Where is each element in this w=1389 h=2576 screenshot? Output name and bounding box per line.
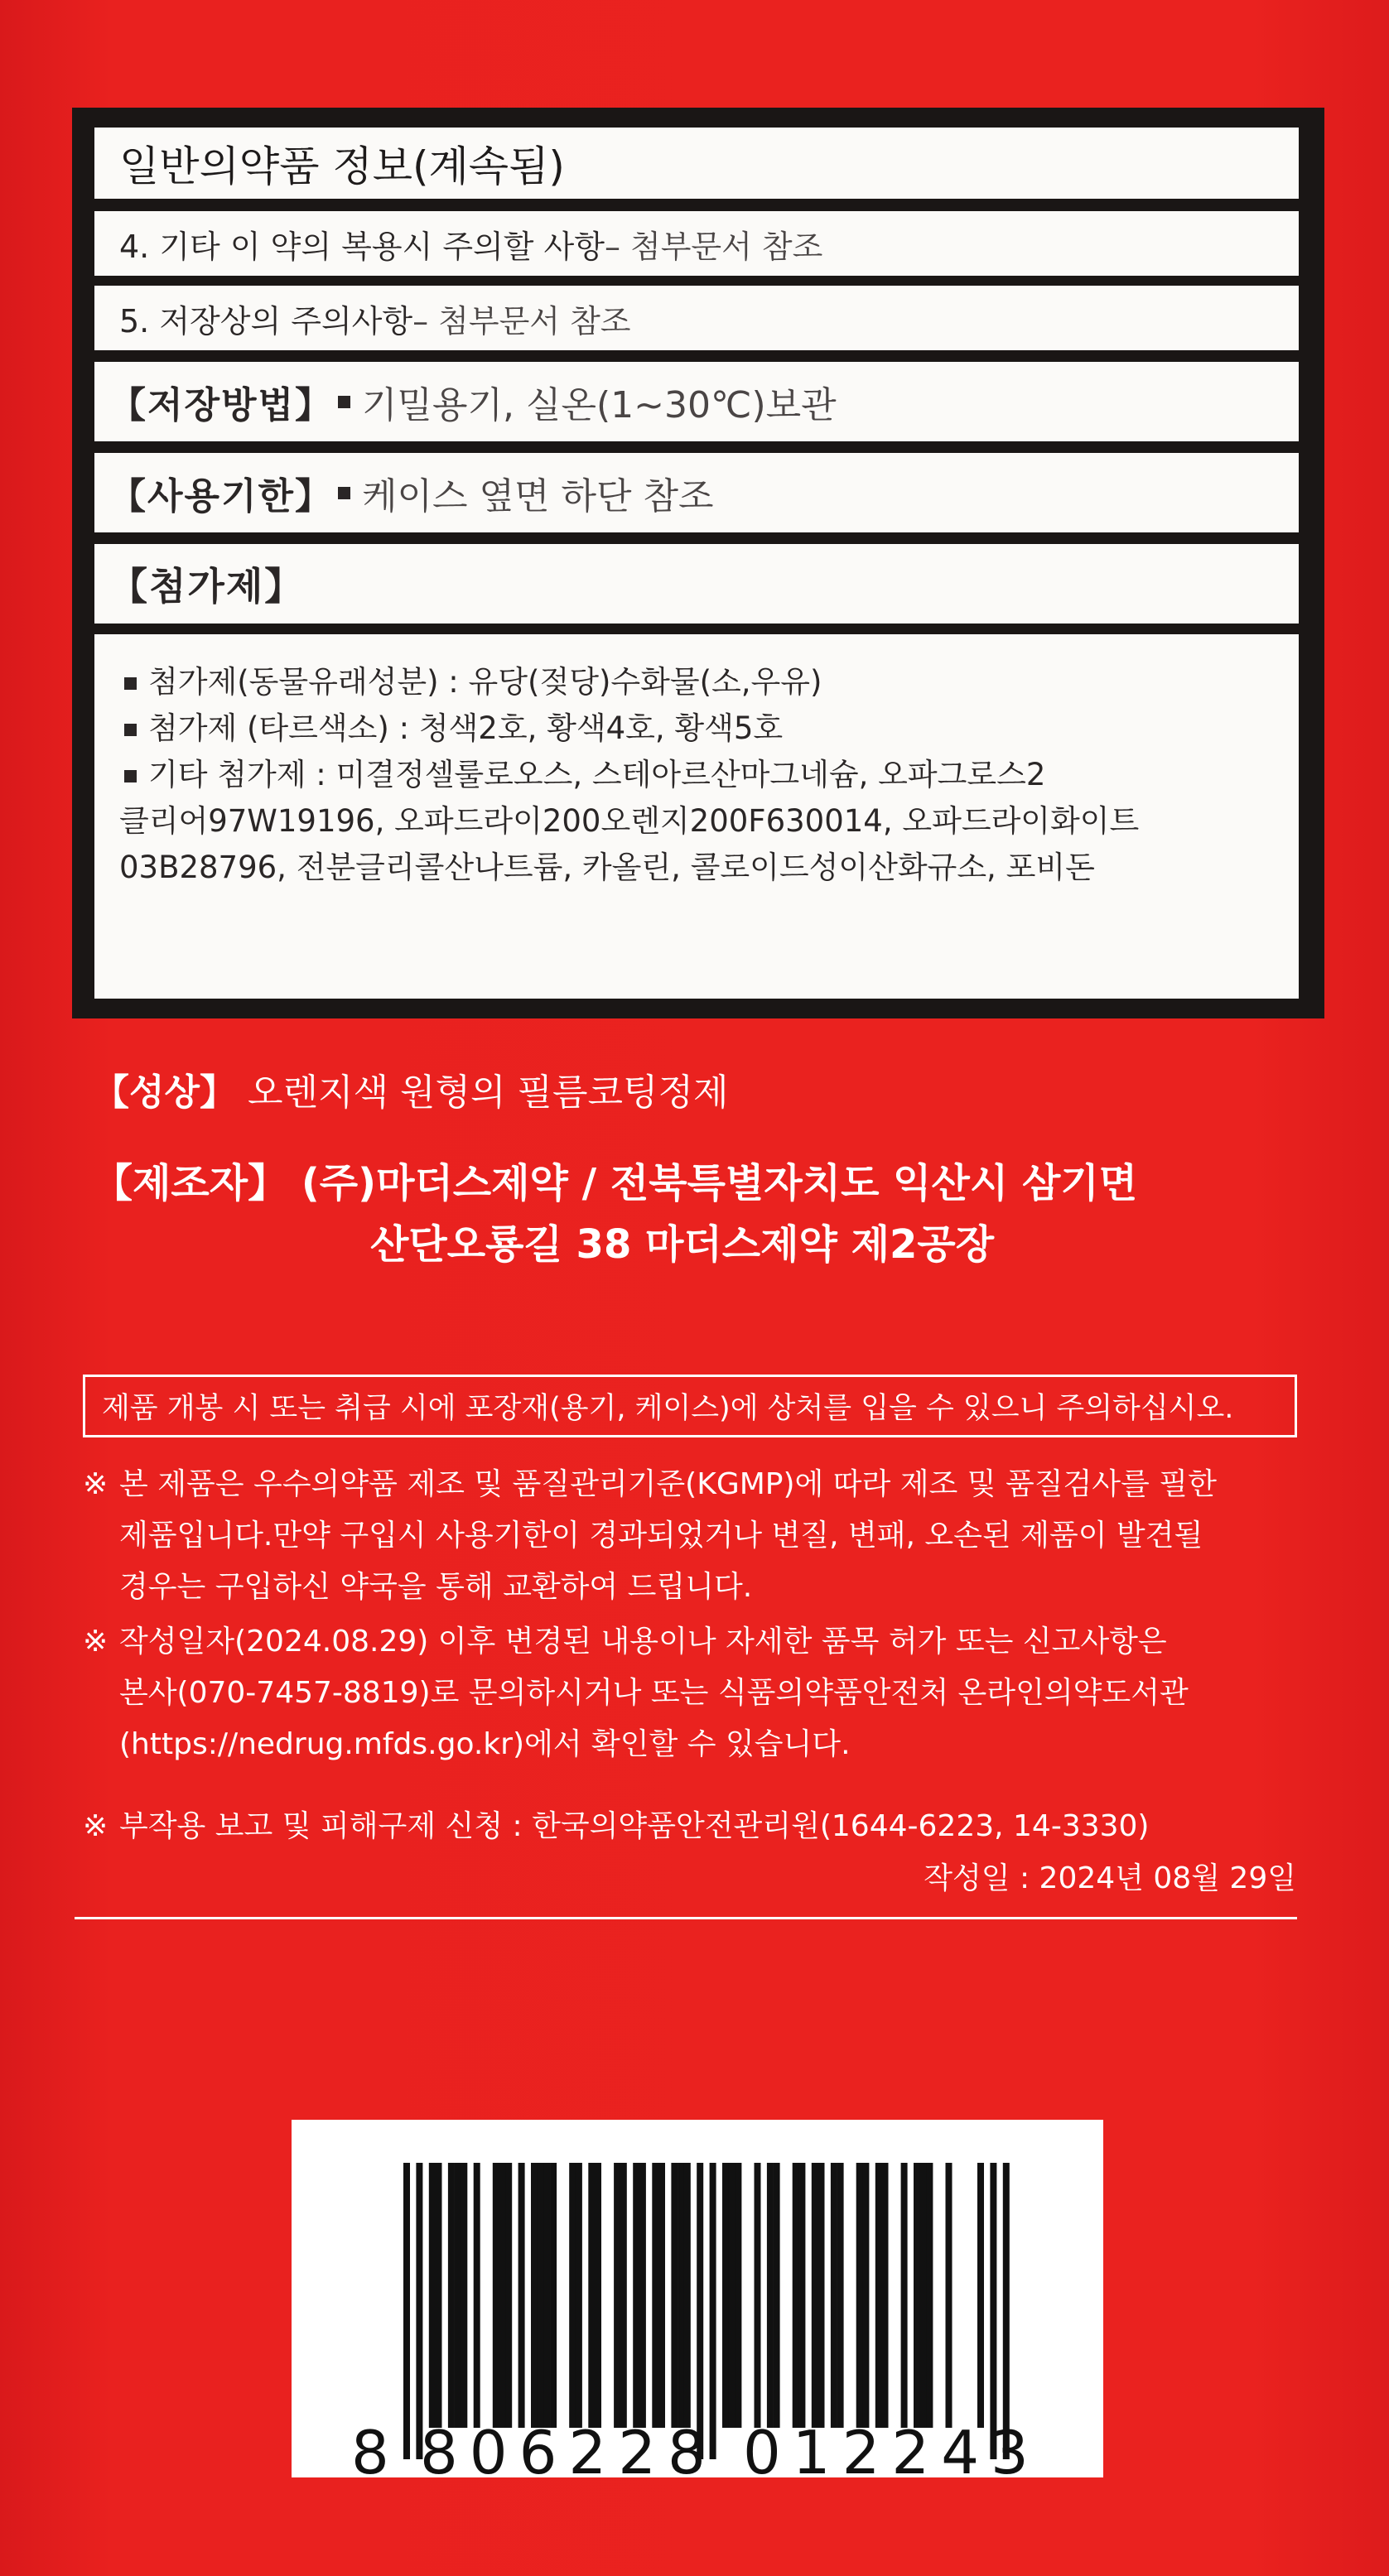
note-mark: ※ bbox=[83, 1809, 109, 1843]
barcode-digits-right: 012243 bbox=[743, 2418, 1040, 2487]
barcode-bar bbox=[588, 2163, 595, 2428]
additive-line: 첨가제 (타르색소) : 청색2호, 황색4호, 황색5호 bbox=[119, 705, 1299, 752]
bullet-square-icon bbox=[338, 396, 350, 408]
barcode-bar bbox=[901, 2163, 908, 2428]
item4-value: – 첨부문서 참조 bbox=[604, 228, 823, 265]
additive-line: 03B28796, 전분글리콜산나트륨, 카올린, 콜로이드성이산화규소, 포비돈 bbox=[119, 850, 1095, 885]
barcode-digits-left: 806228 bbox=[420, 2418, 717, 2487]
barcode-bar bbox=[767, 2163, 774, 2428]
shape-value: 오렌지색 원형의 필름코팅정제 bbox=[236, 1071, 729, 1114]
item4-label: 4. 기타 이 약의 복용시 주의할 사항 bbox=[119, 228, 605, 265]
barcode-bar bbox=[429, 2163, 436, 2428]
barcode bbox=[292, 2120, 1103, 2487]
barcode-bar bbox=[436, 2163, 442, 2428]
barcode-bar bbox=[977, 2163, 984, 2428]
additives-header bbox=[94, 544, 1299, 624]
barcode-bar bbox=[455, 2163, 461, 2428]
shape-label: 【성상】 bbox=[93, 1071, 237, 1114]
note-inquiry: ※ 작성일자(2024.08.29) 이후 변경된 내용이나 자세한 품목 허가 또는 신고사항은 본사(070-7457-8819)로 문의하시거나 또는 식품의약품안전처 온라인의약도서관 (https://nedrug.mfds.go.kr)에서 확인할 수 있습니다. bbox=[83, 1616, 1189, 1770]
barcode-bar bbox=[875, 2163, 882, 2428]
barcode-bar bbox=[493, 2163, 499, 2428]
bullet-square-icon bbox=[124, 724, 137, 736]
barcode-digit-first: 8 bbox=[351, 2418, 389, 2487]
barcode-guard-bar bbox=[403, 2163, 410, 2459]
barcode-number bbox=[292, 2418, 1103, 2487]
manufacturer-value: (주)마더스제약 / 전북특별자치도 익산시 삼기면 bbox=[301, 1160, 1138, 1206]
package-warning: 제품 개봉 시 또는 취급 시에 포장재(용기, 케이스)에 상처를 입을 수 있으니 주의하십시오. bbox=[83, 1375, 1297, 1437]
barcode-bar bbox=[798, 2163, 805, 2428]
barcode-bar bbox=[639, 2163, 646, 2428]
barcode-bar bbox=[543, 2163, 550, 2428]
barcode-bar bbox=[569, 2163, 576, 2428]
barcode-bar bbox=[684, 2163, 691, 2428]
manufacturer-address: 산단오룡길 38 마더스제약 제2공장 bbox=[370, 1221, 995, 1268]
barcode-bar bbox=[499, 2163, 506, 2428]
barcode-bar bbox=[882, 2163, 889, 2428]
manufacturer-line bbox=[93, 1151, 1137, 1208]
barcode-bar bbox=[831, 2163, 837, 2428]
barcode-bar bbox=[774, 2163, 780, 2428]
barcode-bar bbox=[505, 2163, 512, 2428]
barcode-bar bbox=[946, 2163, 953, 2428]
note-side-effects: ※ 부작용 보고 및 피해구제 신청 : 한국의약품안전관리원(1644-6223, 14-3330) bbox=[83, 1801, 1149, 1852]
barcode-bar bbox=[755, 2163, 761, 2428]
note-quality: ※ 본 제품은 우수의약품 제조 및 품질관리기준(KGMP)에 따라 제조 및 품질검사를 필한 제품입니다.만약 구입시 사용기한이 경과되었거나 변질, 변패, 오손된 제품이 발견될 경우는 구입하신 약국을 통해 교환하여 드립니다. bbox=[83, 1459, 1217, 1613]
info-item-5 bbox=[94, 286, 1299, 350]
barcode-bar bbox=[671, 2163, 678, 2428]
note-mark: ※ bbox=[83, 1625, 109, 1659]
barcode-bar bbox=[658, 2163, 665, 2428]
barcode-bar bbox=[474, 2163, 480, 2428]
barcode-bar bbox=[678, 2163, 684, 2428]
barcode-bar bbox=[837, 2163, 844, 2428]
storage-label: 【저장방법】 bbox=[109, 384, 334, 426]
barcode-bar bbox=[614, 2163, 620, 2428]
barcode-guard-bar bbox=[697, 2163, 703, 2459]
written-date: 작성일 : 2024년 08월 29일 bbox=[924, 1861, 1296, 1895]
barcode-bar bbox=[818, 2163, 825, 2428]
barcode-bar bbox=[620, 2163, 627, 2428]
barcode-bar bbox=[793, 2163, 799, 2428]
barcode-bar bbox=[576, 2163, 582, 2428]
barcode-guard-bar bbox=[1003, 2163, 1010, 2459]
bullet-square-icon bbox=[124, 770, 137, 782]
barcode-bar bbox=[856, 2163, 863, 2428]
additive-line: 기타 첨가제 : 미결정셀룰로오스, 스테아르산마그네슘, 오파그로스2 bbox=[119, 752, 1299, 798]
barcode-bar bbox=[735, 2163, 741, 2428]
divider bbox=[75, 1917, 1297, 1919]
barcode-guard-bar bbox=[710, 2163, 716, 2459]
additives-label: 【첨가제】 bbox=[109, 564, 305, 609]
barcode-guard-bar bbox=[990, 2163, 996, 2459]
barcode-bar bbox=[926, 2163, 933, 2428]
barcode-bar bbox=[722, 2163, 729, 2428]
drug-info-box bbox=[72, 108, 1324, 1018]
additive-line: 첨가제(동물유래성분) : 유당(젖당)수화물(소,우유) bbox=[119, 659, 1299, 705]
barcode-bar bbox=[518, 2163, 525, 2428]
expiry-row bbox=[94, 453, 1299, 532]
expiry-label: 【사용기한】 bbox=[109, 475, 334, 518]
manufacturer-label: 【제조자】 bbox=[93, 1160, 288, 1206]
storage-value: 기밀용기, 실온(1~30℃)보관 bbox=[362, 384, 837, 426]
item5-value: – 첨부문서 참조 bbox=[412, 302, 631, 339]
barcode-bar bbox=[538, 2163, 544, 2428]
info-item-4 bbox=[94, 211, 1299, 276]
barcode-bar bbox=[914, 2163, 920, 2428]
additive-line: 클리어97W19196, 오파드라이200오렌지200F630014, 오파드라이화이트 bbox=[119, 803, 1140, 839]
barcode-guard-bar bbox=[416, 2163, 422, 2459]
barcode-bar bbox=[729, 2163, 735, 2428]
note-mark: ※ bbox=[83, 1467, 109, 1501]
info-box-title: 일반의약품 정보(계속됨) bbox=[94, 128, 1299, 199]
barcode-bar bbox=[595, 2163, 601, 2428]
shape-line bbox=[93, 1062, 729, 1115]
item5-label: 5. 저장상의 주의사항 bbox=[119, 302, 413, 339]
barcode-bar bbox=[812, 2163, 818, 2428]
barcode-bar bbox=[633, 2163, 639, 2428]
expiry-value: 케이스 옆면 하단 참조 bbox=[362, 475, 714, 518]
storage-row bbox=[94, 362, 1299, 441]
barcode-bar bbox=[652, 2163, 658, 2428]
bullet-square-icon bbox=[338, 487, 350, 499]
barcode-bar bbox=[920, 2163, 927, 2428]
barcode-bar bbox=[461, 2163, 467, 2428]
barcode-bar bbox=[862, 2163, 869, 2428]
bullet-square-icon bbox=[124, 677, 137, 690]
barcode-bar bbox=[448, 2163, 455, 2428]
barcode-bar bbox=[550, 2163, 557, 2428]
additives-body bbox=[94, 634, 1299, 999]
barcode-bar bbox=[531, 2163, 538, 2428]
